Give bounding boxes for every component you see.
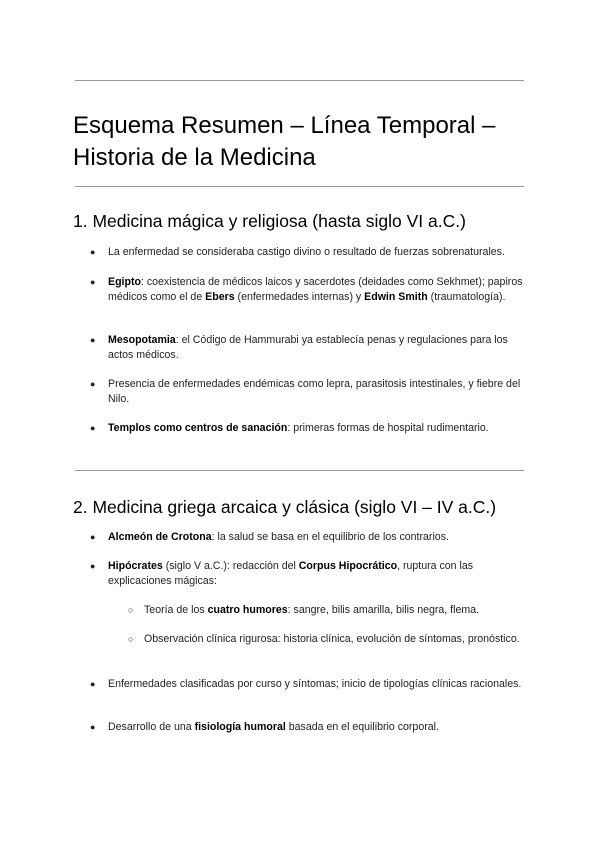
circle-bullet-icon: ○ [128,634,134,644]
bullet-icon: ● [90,423,96,433]
divider [75,186,524,187]
bullet-icon: ● [90,247,96,257]
bullet-icon: ● [90,722,96,732]
list-item: ● Alcmeón de Crotona: la salud se basa en el equilibrio de los contrarios. [90,531,449,543]
bullet-icon: ● [90,379,96,389]
circle-bullet-icon: ○ [128,605,134,615]
list-item: ● Templos como centros de sanación: primeras formas de hospital rudimentario. [90,422,489,434]
divider [75,80,524,81]
list-item: ● La enfermedad se consideraba castigo divino o resultado de fuerzas sobrenaturales. [90,246,505,258]
bullet-icon: ● [90,561,96,571]
section-heading-1: 1. Medicina mágica y religiosa (hasta siglo VI a.C.) [73,211,466,231]
list-item: ● Presencia de enfermedades endémicas como lepra, parasitosis intestinales, y fiebre del Nilo. [90,378,521,405]
sub-list-item: ○ Observación clínica rigurosa: historia clínica, evolución de síntomas, pronóstico. [128,633,520,645]
list-item: ● Enfermedades clasificadas por curso y síntomas; inicio de tipologías clínicas racionales. [90,678,522,690]
page-title: Esquema Resumen – Línea Temporal – Historia de la Medicina [73,112,496,171]
bullet-icon: ● [90,679,96,689]
section-heading-2: 2. Medicina griega arcaica y clásica (siglo VI – IV a.C.) [73,497,497,517]
sub-list-item: ○ Teoría de los cuatro humores: sangre, bilis amarilla, bilis negra, flema. [128,604,480,616]
list-item: ● Desarrollo de una fisiología humoral basada en el equilibrio corporal. [90,721,439,733]
bullet-icon: ● [90,532,96,542]
list-item: ● Egipto: coexistencia de médicos laicos y sacerdotes (deidades como Sekhmet); papiros médicos como el de Ebers (enfermedades internas) y Edwin Smith (traumatología). [90,276,523,303]
bullet-icon: ● [90,335,96,345]
list-item: ● Mesopotamia: el Código de Hammurabi ya establecía penas y regulaciones para los actos médicos. [90,334,508,361]
list-item: ● Hipócrates (siglo V a.C.): redacción del Corpus Hipocrático, ruptura con las explicaciones mágicas: [90,560,474,587]
bullet-icon: ● [90,277,96,287]
divider [75,470,524,471]
